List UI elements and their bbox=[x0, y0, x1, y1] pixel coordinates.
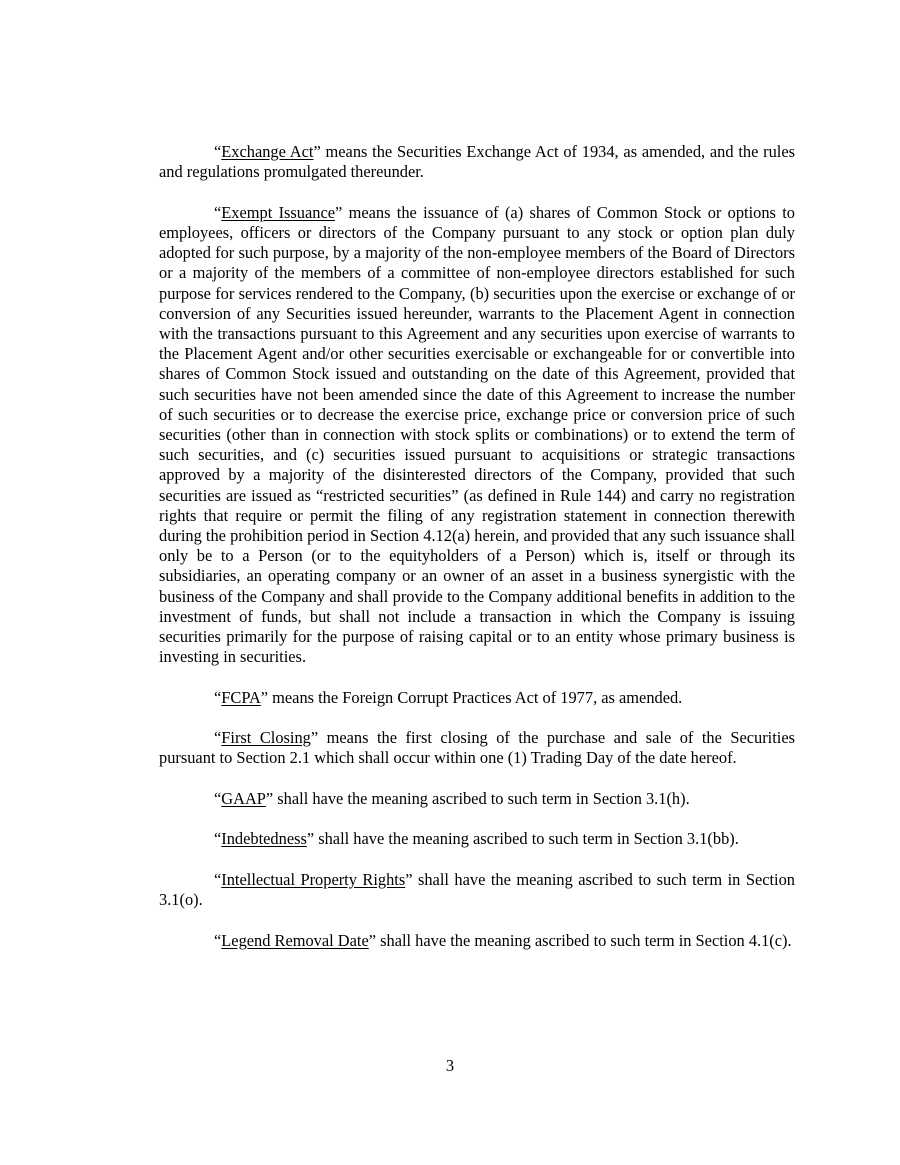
definition-paragraph: “Exchange Act” means the Securities Exchange Act of 1934, as amended, and the rules and regulations promulgated thereunder. bbox=[159, 142, 796, 182]
defined-term: Intellectual Property Rights bbox=[221, 869, 406, 889]
definition-text: shall have the meaning ascribed to such term in Section 3.1(o). bbox=[159, 869, 796, 910]
document-body bbox=[159, 142, 795, 971]
definition-paragraph: “FCPA” means the Foreign Corrupt Practices Act of 1977, as amended. bbox=[214, 687, 683, 707]
definition-paragraph: “Indebtedness” shall have the meaning ascribed to such term in Section 3.1(bb). bbox=[214, 829, 739, 849]
definition-paragraph: “Legend Removal Date” shall have the meaning ascribed to such term in Section 4.1(c). bbox=[214, 930, 792, 950]
defined-term: Exempt Issuance bbox=[221, 202, 336, 222]
defined-term: First Closing bbox=[221, 728, 311, 748]
definition-text: shall have the meaning ascribed to such term in Section 3.1(h). bbox=[273, 788, 690, 808]
definition-text: means the issuance of (a) shares of Common Stock or options to employees, officers or directors of the Company pursuant to any stock or option plan duly adopted for such purpose, by a majority of the non-employee members of the Board of Directors or a majority of the members of a committee of non-employee directors established for such purpose for services rendered to the Company, (b) securities upon the exercise or exchange of or conversion of any Securities issued hereunder, warrants to the Placement Agent in connection with the transactions pursuant to this Agreement and any securities upon exercise of warrants to the Placement Agent and/or other securities exercisable or exchangeable for or convertible into shares of Common Stock issued and outstanding on the date of this Agreement, provided that such securities have not been amended since the date of this Agreement to increase the number of such securities or to decrease the exercise price, exchange price or conversion price of such securities (other than in connection with stock splits or combinations) or to extend the term of such securities, and (c) securities issued pursuant to acquisitions or strategic transactions approved by a majority of the disinterested directors of the Company, provided that such securities are issued as “restricted securities” (as defined in Rule 144) and carry no registration rights that require or permit the filing of any registration statement in connection therewith during the prohibition period in Section 4.12(a) herein, and provided that any such issuance shall only be to a Person (or to the equityholders of a Person) which is, itself or through its subsidiaries, an operating company or an owner of an asset in a business synergistic with the business of the Company and shall provide to the Company additional benefits in addition to the investment of funds, but shall not include a transaction in which the Company is issuing securities primarily for the purpose of raising capital or to an entity whose primary business is investing in securities. bbox=[159, 202, 795, 667]
definition-text: means the Securities Exchange Act of 1934, as amended, and the rules and regulations promulgated thereunder. bbox=[159, 142, 796, 182]
defined-term: GAAP bbox=[221, 788, 266, 808]
definition-paragraph: “First Closing” means the first closing of the purchase and sale of the Securities pursuant to Section 2.1 which shall occur within one (1) Trading Day of the date hereof. bbox=[159, 728, 795, 768]
defined-term: Indebtedness bbox=[221, 829, 307, 849]
definition-text: means the first closing of the purchase and sale of the Securities pursuant to Section 2.1 which shall occur within one (1) Trading Day of the date hereof. bbox=[159, 728, 795, 768]
definition-text: shall have the meaning ascribed to such term in Section 4.1(c). bbox=[376, 930, 792, 950]
defined-term: Exchange Act bbox=[221, 142, 314, 161]
definition-text: shall have the meaning ascribed to such term in Section 3.1(bb). bbox=[314, 829, 739, 849]
defined-term: Legend Removal Date bbox=[221, 930, 369, 950]
definition-paragraph: “GAAP” shall have the meaning ascribed to such term in Section 3.1(h). bbox=[214, 788, 690, 808]
definition-paragraph: “Intellectual Property Rights” shall have the meaning ascribed to such term in Section 3.1(o). bbox=[159, 869, 796, 910]
page-number: 3 bbox=[445, 1056, 455, 1075]
definition-text: means the Foreign Corrupt Practices Act of 1977, as amended. bbox=[268, 687, 683, 707]
definition-paragraph: “Exempt Issuance” means the issuance of (a) shares of Common Stock or options to employees, officers or directors of the Company pursuant to any stock or option plan duly adopted for such purpose, by a majority of the non-employee members of the Board of Directors or a majority of the members of a committee of non-employee directors established for such purpose for services rendered to the Company, (b) securities upon the exercise or exchange of or conversion of any Securities issued hereunder, warrants to the Placement Agent in connection with the transactions pursuant to this Agreement and any securities upon exercise of warrants to the Placement Agent and/or other securities exercisable or exchangeable for or convertible into shares of Common Stock issued and outstanding on the date of this Agreement, provided that such securities have not been amended since the date of this Agreement to increase the number of such securities or to decrease the exercise price, exchange price or conversion price of such securities (other than in connection with stock splits or combinations) or to extend the term of such securities, and (c) securities issued pursuant to acquisitions or strategic transactions approved by a majority of the disinterested directors of the Company, provided that such securities are issued as “restricted securities” (as defined in Rule 144) and carry no registration rights that require or permit the filing of any registration statement in connection therewith during the prohibition period in Section 4.12(a) herein, and provided that any such issuance shall only be to a Person (or to the equityholders of a Person) which is, itself or through its subsidiaries, an operating company or an owner of an asset in a business synergistic with the business of the Company and shall provide to the Company additional benefits in addition to the investment of funds, but shall not include a transaction in which the Company is issuing securities primarily for the purpose of raising capital or to an entity whose primary business is investing in securities. bbox=[159, 202, 795, 667]
defined-term: FCPA bbox=[221, 687, 261, 707]
